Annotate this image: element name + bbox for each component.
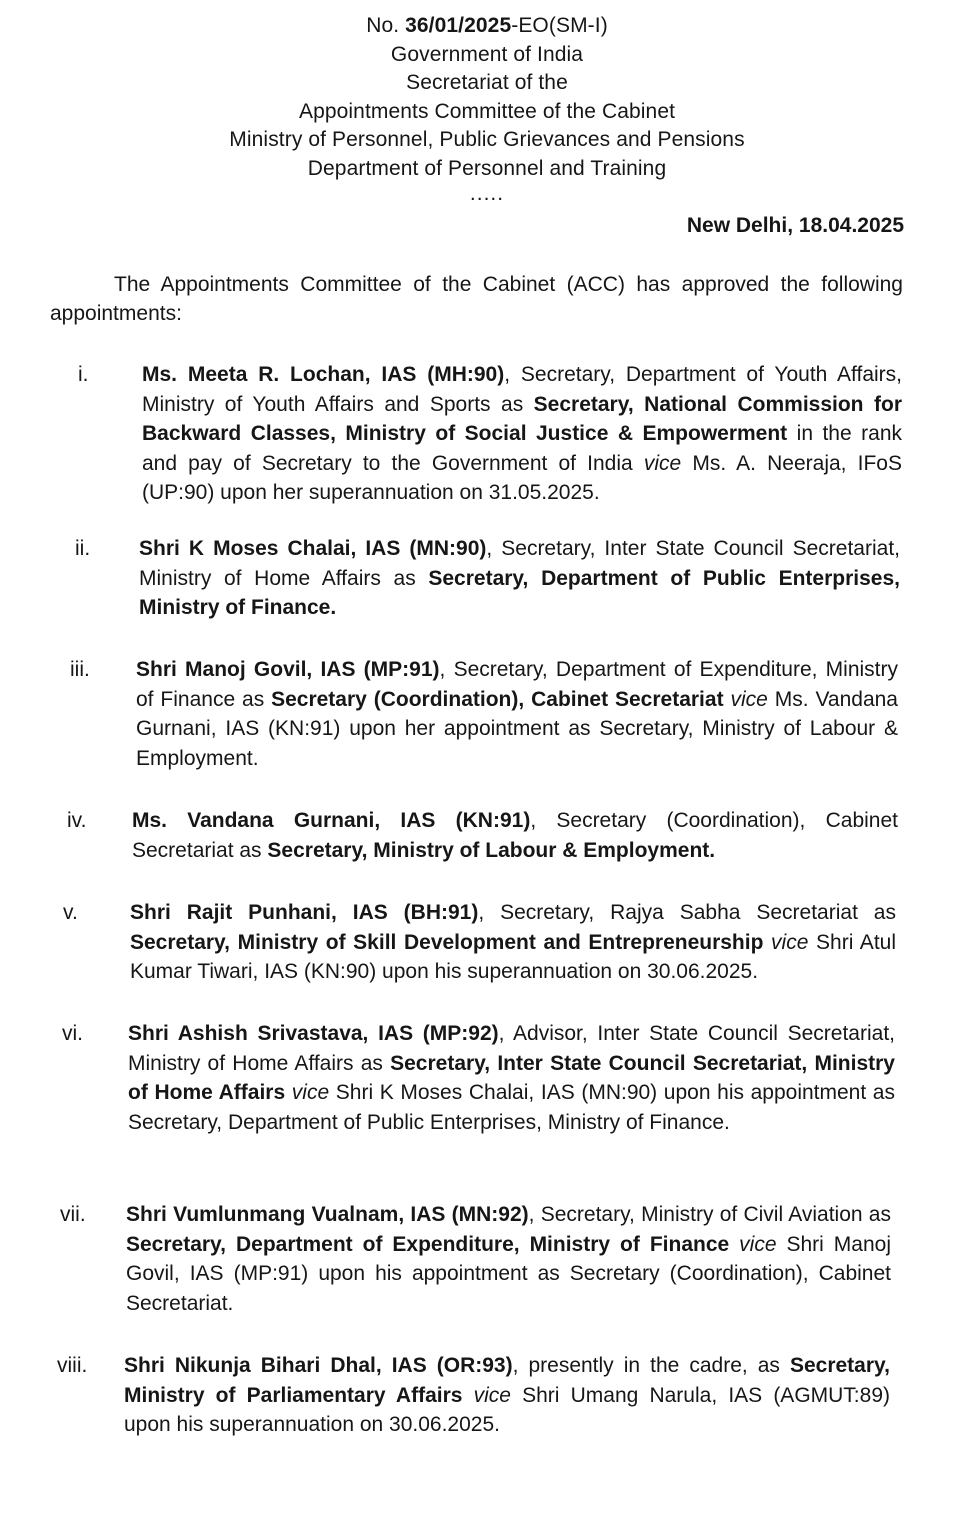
appointment-text-bold: Shri Rajit Punhani, IAS (BH:91) bbox=[130, 901, 479, 924]
appointment-text-segment: , Secretary, Rajya Sabha Secretariat as bbox=[478, 901, 896, 924]
appointment-text-segment: Shri Umang Narula, IAS (AGMUT:89) upon his superannuation on 30.06.2025. bbox=[124, 1383, 890, 1436]
appointment-item bbox=[75, 534, 900, 623]
appointment-number: vi. bbox=[62, 1022, 83, 1045]
appointment-text-italic: vice bbox=[643, 451, 682, 475]
document-date bbox=[687, 214, 904, 238]
appointment-text-bold: Shri Vumlunmang Vualnam, IAS (MN:92) bbox=[126, 1203, 529, 1226]
appointment-text-bold: Shri Ashish Srivastava, IAS (MP:92) bbox=[128, 1022, 499, 1045]
appointment-text-italic: vice bbox=[291, 1081, 330, 1104]
header-line-acc: Appointments Committee of the Cabinet bbox=[298, 99, 676, 123]
appointment-text-bold: Shri Manoj Govil, IAS (MP:91) bbox=[136, 658, 440, 681]
appointment-text-segment: , presently in the cadre, as bbox=[512, 1354, 790, 1377]
appointment-item bbox=[70, 655, 899, 773]
date-place: New Delhi, bbox=[686, 214, 799, 237]
appointment-item bbox=[62, 1019, 895, 1137]
appointment-text bbox=[126, 1200, 891, 1318]
appointment-text bbox=[124, 1351, 890, 1440]
appointment-text-segment: , Secretary (Coordination), Cabinet Secretariat as bbox=[132, 809, 898, 862]
appointment-text-segment: Shri Atul Kumar Tiwari, IAS (KN:90) upon his superannuation on 30.06.2025. bbox=[130, 930, 896, 983]
appointment-text-italic: vice bbox=[730, 687, 768, 711]
reference-bold: 36/01/2025 bbox=[405, 14, 512, 37]
appointment-item bbox=[63, 898, 896, 987]
appointment-text-segment: , Secretary, Department of Youth Affairs, Ministry of Youth Affairs and Sports as bbox=[142, 363, 902, 416]
appointment-text-segment: Ms. A. Neeraja, IFoS (UP:90) upon her superannuation on 31.05.2025. bbox=[142, 451, 902, 504]
appointment-text-segment: Ms. Vandana Gurnani, IAS (KN:91) upon her appointment as Secretary, Ministry of Labour & Employment. bbox=[136, 687, 898, 770]
appointment-text-segment: , Secretary, Inter State Council Secretariat, Ministry of Home Affairs as bbox=[139, 537, 900, 590]
appointment-number: iv. bbox=[67, 809, 87, 832]
appointment-text-bold: Secretary, Department of Expenditure, Ministry of Finance bbox=[126, 1232, 730, 1256]
appointment-text-bold: Shri K Moses Chalai, IAS (MN:90) bbox=[139, 537, 487, 560]
appointment-text bbox=[136, 655, 898, 773]
header-line-department: Department of Personnel and Training bbox=[307, 156, 667, 180]
appointment-text-bold: Secretary (Coordination), Cabinet Secretariat bbox=[271, 687, 724, 711]
appointment-text-italic: vice bbox=[739, 1232, 777, 1256]
appointment-text-bold: Shri Nikunja Bihari Dhal, IAS (OR:93) bbox=[124, 1354, 513, 1377]
appointment-text-bold: Ms. Vandana Gurnani, IAS (KN:91) bbox=[132, 809, 531, 832]
appointment-item bbox=[57, 1351, 890, 1440]
appointment-number: iii. bbox=[70, 658, 90, 681]
appointment-number: vii. bbox=[60, 1203, 86, 1226]
reference-number bbox=[0, 12, 974, 41]
appointment-text-segment: Shri Manoj Govil, IAS (MP:91) upon his appointment as Secretary (Coordination), Cabinet Secretariat. bbox=[126, 1232, 891, 1315]
appointment-text-segment: in the rank and pay of Secretary to the Government of India bbox=[142, 422, 902, 475]
appointment-text-bold: Secretary, National Commission for Backward Classes, Ministry of Social Justice & Empowerment bbox=[142, 392, 902, 445]
appointment-text-segment bbox=[285, 1081, 292, 1104]
appointment-text-segment bbox=[462, 1384, 473, 1407]
document-header bbox=[0, 12, 974, 204]
appointment-number: viii. bbox=[57, 1354, 88, 1377]
appointment-text-segment: , Advisor, Inter State Council Secretariat, Ministry of Home Affairs as bbox=[128, 1022, 895, 1075]
header-dots: ..... bbox=[469, 181, 505, 205]
appointment-text-italic: vice bbox=[771, 930, 809, 954]
appointment-text-segment: Shri K Moses Chalai, IAS (MN:90) upon his appointment as Secretary, Department of Public Enterprises, Ministry of Finance. bbox=[128, 1081, 895, 1134]
appointment-text-bold: Ms. Meeta R. Lochan, IAS (MH:90) bbox=[142, 363, 505, 386]
appointment-text bbox=[132, 806, 898, 865]
appointment-text bbox=[130, 898, 896, 987]
date-value: 18.04.2025 bbox=[798, 214, 904, 237]
appointment-text-bold: Secretary, Ministry of Labour & Employment. bbox=[267, 838, 716, 862]
appointment-item bbox=[78, 360, 902, 508]
appointment-text-segment: , Secretary, Ministry of Civil Aviation as bbox=[528, 1203, 891, 1226]
appointment-text-segment: , Secretary, Department of Expenditure, Ministry of Finance as bbox=[136, 658, 899, 711]
reference-prefix: No. bbox=[366, 14, 406, 37]
appointment-text-bold: Secretary, Inter State Council Secretariat, Ministry of Home Affairs bbox=[128, 1051, 895, 1104]
intro-paragraph: The Appointments Committee of the Cabinet (ACC) has approved the following appointments: bbox=[50, 273, 903, 325]
appointment-text-bold: Secretary, Ministry of Skill Development and Entrepreneurship bbox=[130, 930, 764, 954]
appointment-text-segment bbox=[729, 1233, 739, 1256]
appointment-number: ii. bbox=[75, 537, 91, 560]
reference-suffix: -EO(SM-I) bbox=[511, 14, 608, 37]
appointment-text bbox=[128, 1019, 895, 1137]
appointment-number: i. bbox=[78, 363, 89, 386]
appointment-item bbox=[67, 806, 898, 865]
header-line-ministry: Ministry of Personnel, Public Grievances and Pensions bbox=[229, 128, 745, 152]
appointment-text-bold: Secretary, Ministry of Parliamentary Affairs bbox=[124, 1354, 890, 1407]
appointment-text bbox=[142, 360, 902, 508]
appointment-number: v. bbox=[63, 901, 78, 924]
header-line-government: Government of India bbox=[390, 42, 584, 66]
header-line-secretariat: Secretariat of the bbox=[406, 71, 568, 95]
appointment-text-bold: Secretary, Department of Public Enterprises, Ministry of Finance. bbox=[139, 566, 900, 619]
appointment-text-italic: vice bbox=[473, 1383, 511, 1407]
appointment-text bbox=[139, 534, 900, 623]
appointment-item bbox=[60, 1200, 891, 1318]
appointment-text-segment bbox=[763, 931, 771, 954]
